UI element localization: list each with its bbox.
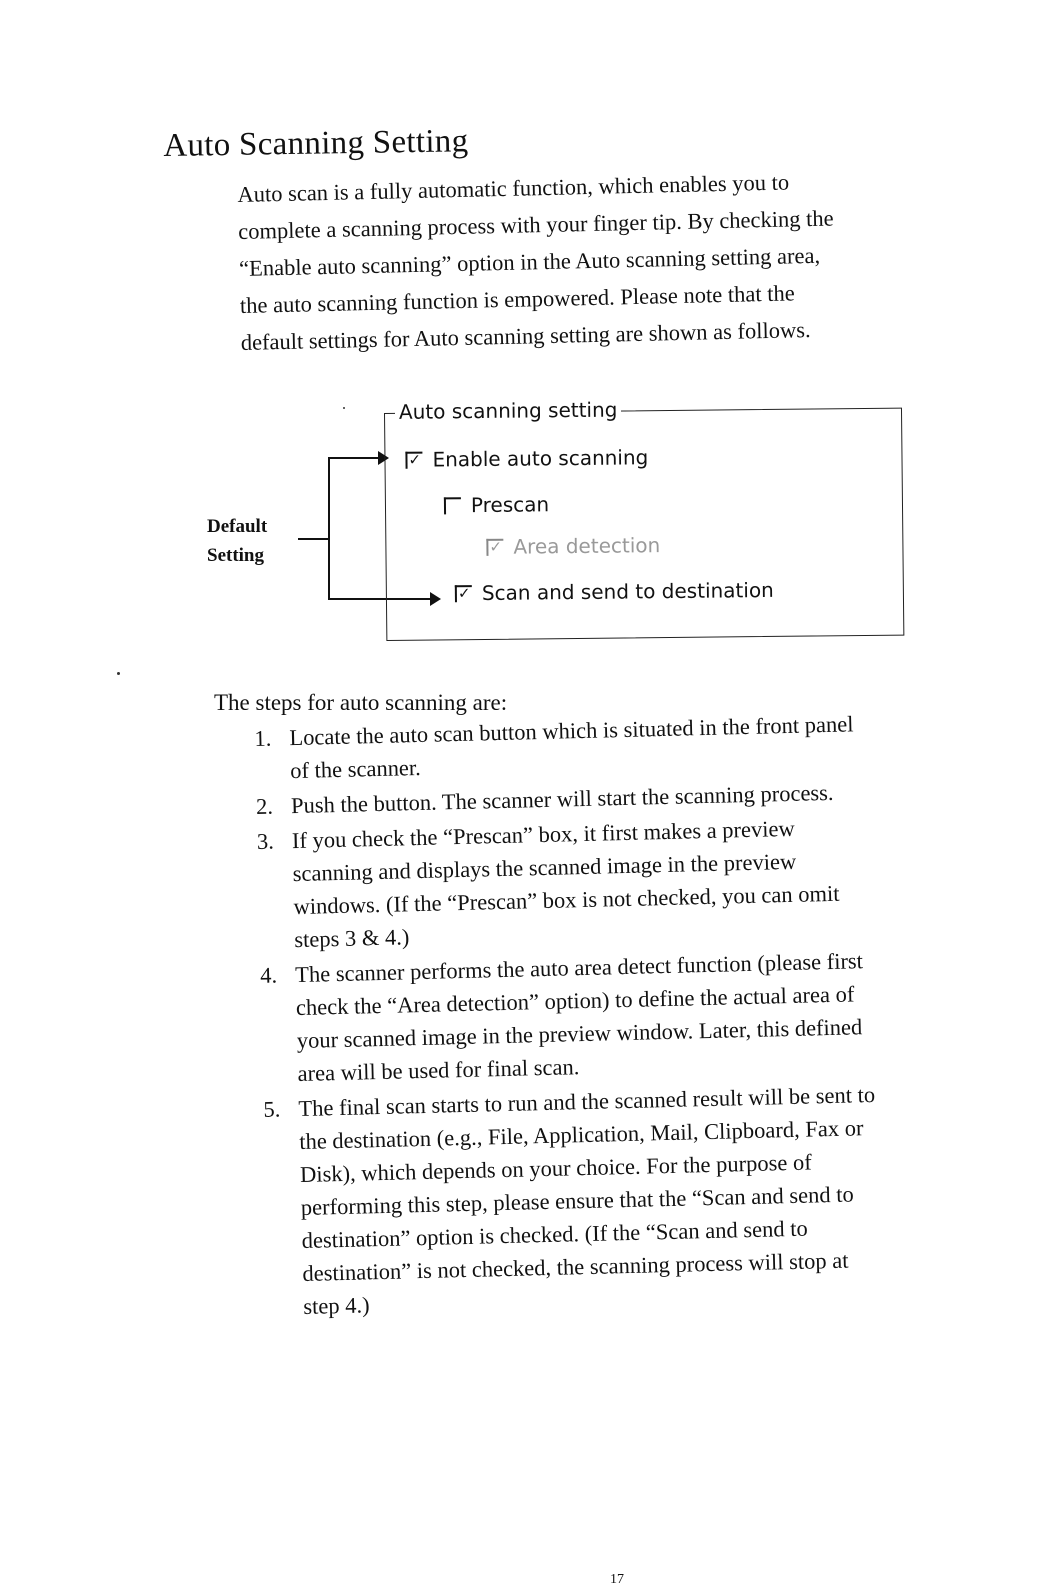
section-title: Auto Scanning Setting	[163, 123, 469, 164]
checkbox-icon: ✓	[405, 451, 422, 468]
intro-line: Auto scan is a fully automatic function, which enables you to	[237, 169, 790, 207]
enable-auto-scanning-checkbox[interactable]	[405, 445, 648, 472]
auto-scanning-groupbox	[384, 397, 904, 641]
checkbox-icon	[444, 497, 461, 514]
callout-line	[298, 538, 328, 540]
scan-speck	[117, 672, 120, 675]
area-detection-checkbox[interactable]	[486, 533, 660, 559]
checkbox-icon: ✓	[455, 585, 472, 602]
checkbox-label: Area detection	[513, 533, 661, 559]
scan-speck	[343, 407, 345, 409]
intro-paragraph	[237, 159, 981, 361]
checkbox-label: Prescan	[470, 492, 550, 518]
prescan-checkbox[interactable]	[444, 492, 549, 517]
default-setting-label: Default Setting	[207, 516, 268, 566]
callout-line	[328, 457, 380, 459]
list-item: 2. Push the button. The scanner will start the scanning process.	[255, 779, 834, 819]
intro-line: the auto scanning function is empowered. Please note that the	[239, 280, 795, 318]
intro-line: “Enable auto scanning” option in the Auto scanning setting area,	[238, 242, 821, 281]
list-item: 4. The scanner performs the auto area detect function (please first check the “Area detection” option) to define the actual area of your scanned image in the preview window. Later, this defined area will be used for final scan.	[259, 948, 864, 1087]
callout-line	[328, 457, 330, 599]
groupbox-label: Auto scanning setting	[395, 398, 622, 424]
checkbox-icon: ✓	[486, 538, 503, 555]
scan-and-send-checkbox[interactable]	[455, 578, 774, 605]
checkbox-label: Scan and send to destination	[481, 577, 774, 605]
list-item: 3. If you check the “Prescan” box, it first makes a preview scanning and displays the scanned image in the preview windows. (If the “Prescan” box is not checked, you can omit steps 3 & 4.)	[256, 815, 840, 953]
intro-line: complete a scanning process with your finger tip. By checking the	[237, 205, 834, 244]
steps-list	[254, 704, 1009, 1326]
steps-intro: The steps for auto scanning are:	[214, 690, 508, 715]
list-item: 1. Locate the auto scan button which is situated in the front panel of the scanner.	[254, 711, 854, 784]
page-number: 17	[610, 1572, 624, 1587]
list-item: 5. The final scan starts to run and the scanned result will be sent to the destination (e.g., File, Application, Mail, Clipboard, Fax or Disk), which depends on your choice. For the purpose of performing this step, please ensure that the “Scan and send to destination” option is checked. (If the “Scan and send to destination” is not checked, the scanning process will stop at step 4.)	[263, 1081, 876, 1319]
intro-line: default settings for Auto scanning setting are shown as follows.	[240, 317, 811, 355]
checkbox-label: Enable auto scanning	[432, 445, 649, 472]
